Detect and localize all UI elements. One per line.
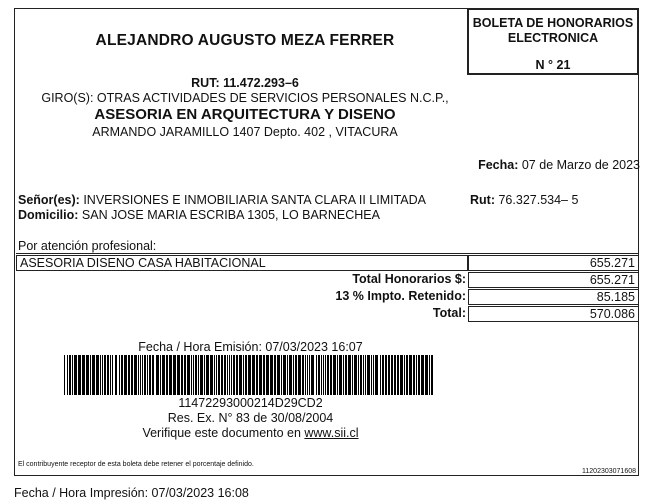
barcode-bar	[406, 355, 408, 395]
barcode-bar	[149, 355, 151, 395]
barcode-bar	[394, 355, 396, 395]
barcode-bar	[373, 355, 374, 395]
barcode-bar	[96, 355, 99, 395]
barcode-bar	[173, 355, 176, 395]
barcode-bar	[82, 355, 85, 395]
retained-tax-label: 13 % Impto. Retenido:	[335, 289, 466, 303]
barcode-bar	[224, 355, 226, 395]
barcode-bar	[119, 355, 120, 395]
service-description: ASESORIA DISENO CASA HABITACIONAL	[16, 255, 468, 271]
barcode-bar	[206, 355, 209, 395]
barcode-bar	[391, 355, 393, 395]
barcode-bar	[128, 355, 130, 395]
net-total-label: Total:	[432, 306, 466, 320]
barcode-bar	[142, 355, 143, 395]
barcode-bar	[385, 355, 387, 395]
barcode-bar	[270, 355, 273, 395]
barcode-bar	[160, 355, 161, 395]
document-type-box	[467, 8, 639, 75]
barcode-bar	[421, 355, 424, 395]
barcode-bar	[318, 355, 320, 395]
recipient-address-value: SAN JOSE MARIA ESCRIBA 1305, LO BARNECHEA	[81, 208, 380, 222]
issue-date	[470, 158, 640, 172]
barcode-bar	[131, 355, 133, 395]
net-total-value: 570.086	[468, 306, 639, 322]
barcode-bar	[104, 355, 106, 395]
barcode-bar	[252, 355, 255, 395]
barcode-bar	[348, 355, 351, 395]
barcode-bar	[404, 355, 405, 395]
service-amount: 655.271	[468, 255, 639, 271]
document-type-line1: BOLETA DE HONORARIOS	[472, 16, 634, 30]
barcode-bar	[184, 355, 186, 395]
barcode-bar	[388, 355, 390, 395]
verify-line	[64, 426, 437, 440]
issue-date-label: Fecha:	[478, 158, 519, 172]
barcode-bar	[86, 355, 89, 395]
barcode-bar	[147, 355, 148, 395]
barcode-bar	[195, 355, 197, 395]
document-type-line2: ELECTRONICA	[507, 31, 599, 45]
barcode-bar	[337, 355, 338, 395]
barcode-bar	[418, 355, 420, 395]
barcode-bar	[363, 355, 364, 395]
barcode-bar	[140, 355, 141, 395]
barcode-bar	[69, 355, 71, 395]
barcode-bar	[259, 355, 262, 395]
barcode-bar	[198, 355, 199, 395]
issuer-name: ALEJANDRO AUGUSTO MEZA FERRER	[95, 32, 395, 49]
barcode-bar	[425, 355, 428, 395]
emission-datetime: Fecha / Hora Emisión: 07/03/2023 16:07	[138, 340, 363, 354]
barcode-bar	[121, 355, 123, 395]
barcode-bar	[283, 355, 286, 395]
barcode-bar	[266, 355, 269, 395]
sii-link[interactable]: www.sii.cl	[304, 426, 359, 440]
barcode-bar	[352, 355, 353, 395]
barcode-bar	[248, 355, 251, 395]
barcode-bar	[293, 355, 294, 395]
barcode-bar	[166, 355, 168, 395]
barcode-bar	[102, 355, 103, 395]
barcode	[64, 355, 437, 395]
barcode-bar	[330, 355, 332, 395]
barcode-bar	[416, 355, 417, 395]
barcode-bar	[382, 355, 384, 395]
barcode-bar	[397, 355, 399, 395]
barcode-bar	[110, 355, 111, 395]
verify-text: Verifique este documento en	[142, 426, 305, 440]
barcode-bar	[138, 355, 139, 395]
issuer-address: ARMANDO JARAMILLO 1407 Depto. 402 , VITACURA	[92, 125, 398, 139]
document-number: N ° 21	[535, 58, 571, 72]
barcode-bar	[134, 355, 137, 395]
retained-tax-value: 85.185	[468, 289, 639, 305]
barcode-bar	[413, 355, 415, 395]
barcode-bar	[67, 355, 68, 395]
issuer-giro: GIRO(S): OTRAS ACTIVIDADES DE SERVICIOS PERSONALES N.C.P.,	[41, 91, 449, 105]
barcode-bar	[187, 355, 190, 395]
barcode-bar	[210, 355, 213, 395]
barcode-bar	[316, 355, 317, 395]
barcode-bar	[236, 355, 238, 395]
barcode-bar	[227, 355, 228, 395]
barcode-bar	[429, 355, 430, 395]
total-honorarios-value: 655.271	[468, 272, 639, 288]
barcode-bar	[323, 355, 324, 395]
barcode-bar	[339, 355, 342, 395]
barcode-bar	[327, 355, 329, 395]
barcode-bar	[204, 355, 205, 395]
barcode-bar	[289, 355, 292, 395]
barcode-bar	[239, 355, 242, 395]
barcode-bar	[345, 355, 347, 395]
barcode-bar	[74, 355, 77, 395]
recipient-name	[18, 193, 426, 207]
barcode-bar	[229, 355, 230, 395]
recipient-rut-label: Rut:	[470, 193, 495, 207]
barcode-bar	[156, 355, 159, 395]
barcode-bar	[233, 355, 235, 395]
barcode-bar	[375, 355, 378, 395]
barcode-bar	[343, 355, 344, 395]
footer-code: 11202303071608	[582, 468, 636, 475]
barcode-bar	[181, 355, 183, 395]
barcode-bar	[400, 355, 403, 395]
barcode-bar	[107, 355, 109, 395]
resolution-text: Res. Ex. N° 83 de 30/08/2004	[167, 411, 334, 425]
service-header: Por atención profesional:	[18, 239, 157, 253]
barcode-bar	[191, 355, 192, 395]
barcode-bar	[367, 355, 370, 395]
barcode-bar	[305, 355, 306, 395]
barcode-bar	[365, 355, 366, 395]
barcode-bar	[371, 355, 372, 395]
barcode-bar	[360, 355, 362, 395]
barcode-bar	[218, 355, 220, 395]
issuer-business: ASESORIA EN ARQUITECTURA Y DISENO	[94, 106, 396, 123]
issuer-rut: RUT: 11.472.293–6	[191, 76, 299, 90]
barcode-bar	[200, 355, 203, 395]
barcode-bar	[274, 355, 276, 395]
barcode-bar	[311, 355, 314, 395]
barcode-bar	[90, 355, 91, 395]
barcode-bar	[307, 355, 308, 395]
barcode-bar	[256, 355, 258, 395]
barcode-bar	[115, 355, 117, 395]
barcode-code: 11472293000214D29CD2	[178, 396, 323, 410]
barcode-bar	[263, 355, 265, 395]
barcode-bar	[431, 355, 433, 395]
barcode-bar	[380, 355, 381, 395]
barcode-bar	[309, 355, 310, 395]
recipient-rut	[470, 193, 578, 207]
barcode-bar	[100, 355, 101, 395]
issue-date-value: 07 de Marzo de 2023	[521, 158, 640, 172]
barcode-bar	[169, 355, 172, 395]
total-honorarios-label: Total Honorarios $:	[352, 272, 466, 286]
barcode-bar	[78, 355, 81, 395]
barcode-bar	[152, 355, 154, 395]
print-datetime: Fecha / Hora Impresión: 07/03/2023 16:08	[14, 486, 249, 500]
barcode-bar	[216, 355, 217, 395]
barcode-bar	[245, 355, 247, 395]
recipient-name-value: INVERSIONES E INMOBILIARIA SANTA CLARA II LIMITADA	[83, 193, 426, 207]
barcode-bar	[214, 355, 215, 395]
barcode-bar	[321, 355, 322, 395]
barcode-bar	[177, 355, 180, 395]
recipient-rut-value: 76.327.534– 5	[498, 193, 579, 207]
barcode-bar	[409, 355, 412, 395]
recipient-address-label: Domicilio:	[18, 208, 79, 222]
barcode-bar	[333, 355, 336, 395]
barcode-bar	[287, 355, 288, 395]
barcode-bar	[302, 355, 304, 395]
barcode-bar	[231, 355, 232, 395]
barcode-bar	[295, 355, 297, 395]
barcode-bar	[281, 355, 282, 395]
barcode-bar	[162, 355, 165, 395]
barcode-bar	[298, 355, 301, 395]
barcode-bar	[72, 355, 73, 395]
recipient-name-label: Señor(es):	[18, 193, 80, 207]
barcode-bar	[64, 355, 65, 395]
barcode-bar	[354, 355, 357, 395]
barcode-bar	[358, 355, 359, 395]
recipient-address	[18, 208, 380, 222]
barcode-bar	[221, 355, 223, 395]
barcode-bar	[124, 355, 127, 395]
barcode-bar	[112, 355, 113, 395]
barcode-bar	[92, 355, 95, 395]
barcode-bar	[144, 355, 146, 395]
service-divider	[16, 253, 639, 254]
barcode-bar	[193, 355, 194, 395]
barcode-bar	[277, 355, 280, 395]
barcode-bar	[243, 355, 244, 395]
footer-note: El contribuyente receptor de esta boleta debe retener el porcentaje definido.	[18, 461, 254, 468]
barcode-bar	[325, 355, 326, 395]
